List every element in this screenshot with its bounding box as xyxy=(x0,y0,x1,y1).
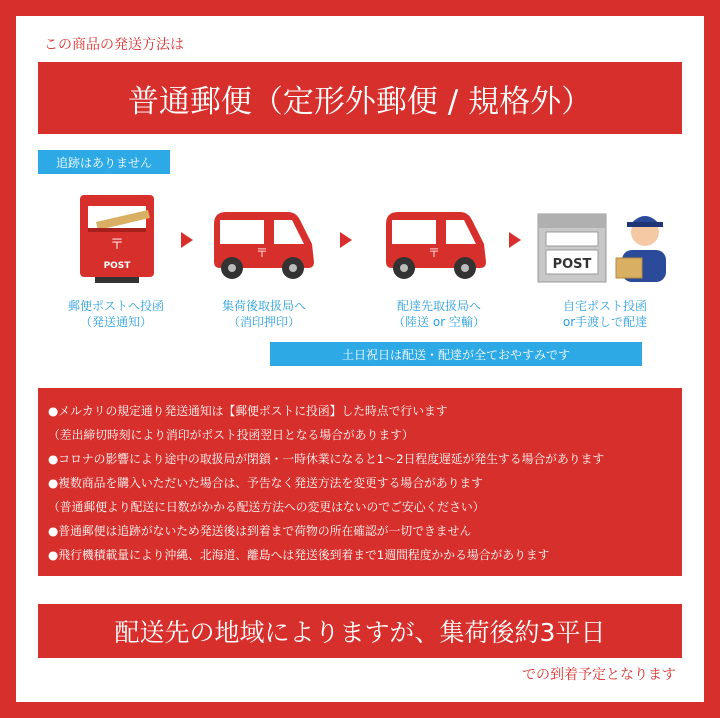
step-collection xyxy=(200,298,328,330)
step-post-box-title: 郵便ポストへ投函 xyxy=(67,299,164,313)
post-box-label: POST xyxy=(103,261,131,271)
postman-icon xyxy=(616,216,666,282)
note-item: ●コロナの影響により途中の取扱局が閉鎖・一時休業になると1〜2日程度遅延が発生する場合があります xyxy=(48,452,605,466)
shipping-method-banner: 普通郵便（定形外郵便 / 規格外） xyxy=(38,62,682,134)
home-mailbox-icon xyxy=(538,214,606,282)
holiday-closure-banner: 土日祝日は配送・配達が全ておやすみです xyxy=(270,342,642,366)
step-collection-title: 集荷後取扱局へ xyxy=(221,299,306,313)
step-destination-title: 配達先取扱局へ xyxy=(396,299,481,313)
flow-arrow-2 xyxy=(340,232,352,248)
no-tracking-badge: 追跡はありません xyxy=(38,150,170,174)
regional-delivery-banner: 配送先の地域によりますが、集荷後約3平日 xyxy=(38,604,682,658)
mailbox-label: POST xyxy=(552,257,592,272)
post-box-icon xyxy=(80,195,154,283)
step-home-delivery xyxy=(540,298,670,330)
note-item: ●複数商品を購入いただいた場合は、予告なく発送方法を変更する場合があります xyxy=(48,476,483,490)
step-collection-note: （消印押印） xyxy=(227,315,300,329)
note-item: ●メルカリの規定通り発送通知は【郵便ポストに投函】した時点で行います xyxy=(48,404,448,418)
note-item: ●飛行機積載量により沖縄、北海道、離島へは発送後到着まで1週間程度かかる場合があります xyxy=(48,548,550,562)
step-home-title: 自宅ポスト投函 xyxy=(562,299,647,313)
step-post-box xyxy=(52,298,180,330)
delivery-van-icon xyxy=(386,212,486,279)
notes-box xyxy=(38,388,682,576)
flow-arrow-3 xyxy=(509,232,521,248)
svg-text:〒: 〒 xyxy=(255,246,269,260)
note-item: （普通郵便より配送に日数がかかる配送方法への変更はないのでご安心ください） xyxy=(48,500,485,514)
arrival-note: での到着予定となります xyxy=(522,667,676,683)
svg-text:〒: 〒 xyxy=(427,246,441,260)
collection-van-icon xyxy=(214,212,314,279)
svg-text:〒: 〒 xyxy=(110,237,124,253)
step-destination-note: （陸送 or 空輸） xyxy=(393,315,485,329)
intro-text: この商品の発送方法は xyxy=(44,37,184,53)
step-home-note: or手渡しで配達 xyxy=(562,315,648,329)
note-item: （差出締切時刻により消印がポスト投函翌日となる場合があります） xyxy=(48,428,414,442)
note-item: ●普通郵便は追跡がないため発送後は到着まで荷物の所在確認が一切できません xyxy=(48,524,472,538)
flow-arrow-1 xyxy=(181,232,193,248)
step-destination-office xyxy=(374,298,504,330)
step-post-box-note: （発送通知） xyxy=(79,315,152,329)
